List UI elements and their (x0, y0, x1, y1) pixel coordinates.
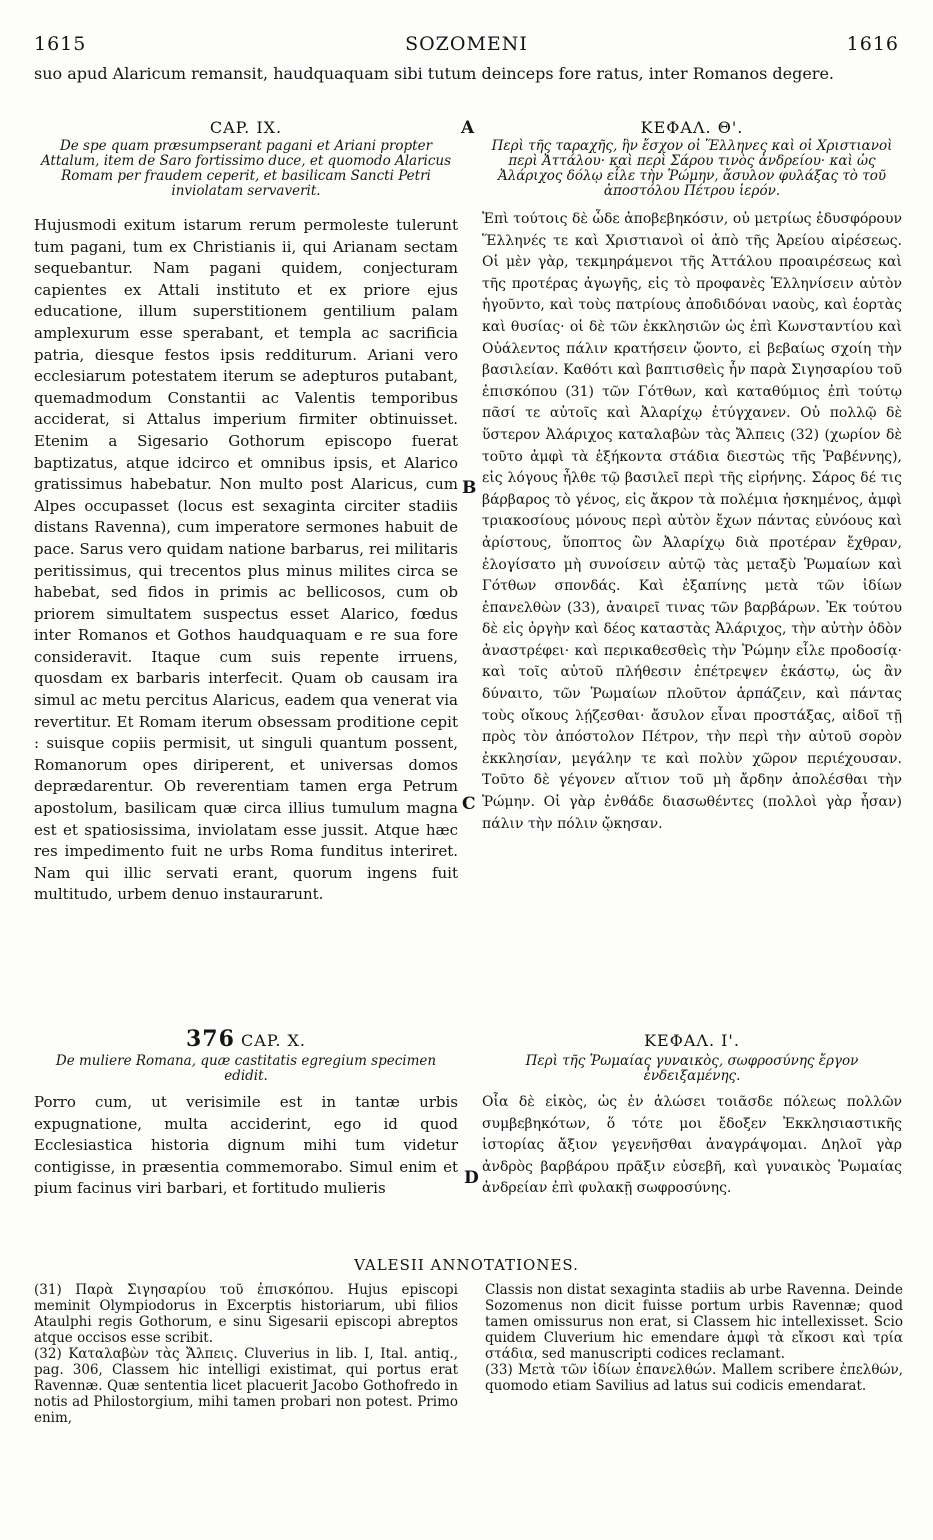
annotation-32-continued: Classis non distat sexaginta stadiis ab urbe Ravenna. Deinde Sozomenus non dicit fuisse portum urbis Ravennæ; quod tamen omissurus non erat, si Classem hic intellexisset. Scio quidem Cluverium hic emendare ἀμφὶ τὰ εἴκοσι καὶ τρία στάδια, sed manuscripti codices reclamant. (485, 1282, 903, 1362)
chapter-10-greek-summary: Περὶ τῆς Ῥωμαίας γυναικὸς, σωφροσύνης ἔργον ἐνδειξαμένης. (525, 1053, 859, 1084)
page-number-right: 1616 (846, 33, 899, 55)
chapter-10-greek-text: Οἷα δὲ εἰκὸς, ὡς ἐν ἁλώσει τοιᾶσδε πόλεως πολλῶν συμβεβηκότων, ὅ τότε μοι ἔδοξεν Ἐκκλησιαστικῆς ἱστορίας ἄξιον γεγενῆσθαι ἀναγράψομαι. Δηλοῖ γὰρ ἀνδρὸς βαρβάρου πρᾶξιν εὐσεβῆ, καὶ γυναικὸς Ῥωμαίας ἀνδρείαν ἐπὶ φυλακῇ σωφροσύνης. (482, 1094, 902, 1197)
chapter-10-latin-title: CAP. X. (241, 1031, 306, 1050)
chapter-9-latin-text: Hujusmodi exitum istarum rerum permoleste tulerunt tum pagani, tum ex Christianis ii, qui Arianam sectam sequebantur. Nam pagani quidem, conjecturam capientes ex Attali instituto et ex priore ejus educatione, illum superstitionem gentilium palam amplexurum esse sperabant, et templa ac sacrificia patria, diesque festos ipsis redditurum. Ariani vero ecclesiarum potestatem iterum se adepturos putabant, quemadmodum Constantii ac Valentis temporibus acciderat, si Attalus imperium firmiter obtinuisset. Etenim a Sigesario Gothorum episcopo fuerat baptizatus, atque idcirco et omnibus ipsis, et Alarico gratissimus habebatur. Non multo post Alaricus, cum Alpes occupasset (locus est sexaginta circiter stadiis distans Ravenna), cum imperatore sermones habuit de pace. Sarus vero quidam natione barbarus, rei militaris peritissimus, qui trecentos plus minus milites circa se habebat, sed fidos in primis ac bellicosos, cum ob priorem simultatem suspectus esset Alarico, fœdus inter Romanos et Gothos haudquaquam e re sua fore consideravit. Itaque cum suis repente irruens, quosdam ex barbaris interfecit. Quam ob causam ira simul ac metu percitus Alaricus, eadem qua venerat via revertitur. Et Romam iterum obsessam proditione cepit : suisque copiis permisit, ut singuli quantum possent, Romanorum opes diriperent, et universas domos deprædarentur. Ob reverentiam tamen erga Petrum apostolum, basilicam quæ circa illius tumulum magna est et spatiosissima, inviolatam esse jussit. Atque hæc res impedimento fuit ne urbs Roma funditus interiret. Nam qui illic servati erant, quorum ingens fuit multitudo, urbem denuo instaurarunt. (34, 216, 458, 904)
margin-marker-c: C (462, 794, 476, 814)
carry-over-text: suo apud Alaricum remansit, haudquaquam sibi tutum deinceps fore ratus, inter Romanos degere. (34, 64, 834, 83)
chapter-10-greek (482, 1031, 902, 1200)
margin-marker-a: A (461, 118, 475, 138)
page-number-left: 1615 (34, 33, 87, 55)
running-title: SOZOMENI (405, 33, 528, 55)
chapter-10-latin-heading (34, 1026, 458, 1052)
margin-marker-d: D (464, 1168, 479, 1188)
chapter-10-latin-text: Porro cum, ut verisimile est in tantæ urbis expugnatione, multa acciderint, ego id quod Ecclesiastica historia dignum mihi tum videtur contigisse, in præsentia commemorabo. Simul enim et pium facinus viri barbari, et fortitudo mulieris (34, 1093, 458, 1198)
annotation-33: (33) Μετὰ τῶν ἰδίων ἐπανελθών. Mallem scribere ἐπελθών, quomodo etiam Savilius ad latus sui codicis emendarat. (485, 1362, 903, 1394)
annotations-left-column (34, 1282, 458, 1426)
chapter-10-latin (34, 1026, 458, 1200)
margin-marker-b: B (462, 478, 477, 498)
running-header (34, 33, 899, 57)
annotation-32: (32) Καταλαβὼν τὰς Ἄλπεις. Cluverius in lib. I, Ital. antiq., pag. 306, Classem hic intelligi existimat, qui portus erat Ravennæ. Quæ sententia licet placuerit Jacobo Gothofredo in notis ad Philostorgium, mihi tamen probari non potest. Primo enim, (34, 1346, 458, 1426)
chapter-9-latin-title: CAP. IX. (209, 118, 283, 137)
annotations-right-column (485, 1282, 903, 1394)
chapter-10-latin-summary: De muliere Romana, quæ castitatis egregium specimen edidit. (55, 1053, 437, 1084)
chapter-9-greek (482, 118, 902, 835)
chapter-9-greek-text: Ἐπὶ τούτοις δὲ ὧδε ἀποβεβηκόσιν, οὐ μετρίως ἐδυσφόρουν Ἕλληνές τε καὶ Χριστιανοὶ οἱ ἀπὸ τῆς Ἀρείου αἱρέσεως. Οἱ μὲν γὰρ, τεκμηράμενοι τῆς Ἀττάλου προαιρέσεως καὶ τῆς προτέρας ἀγωγῆς, εἰς τὸ προφανὲς Ἑλληνίσειν αὐτὸν ἡγοῦντο, καὶ τοὺς πατρίους ἀποδιδόναι ναοὺς, καὶ ἑορτὰς καὶ θυσίας· οἱ δὲ τῶν ἐκκλησιῶν ὡς ἐπὶ Κωνσταντίου καὶ Οὐάλεντος πάλιν κρατήσειν ᾤοντο, εἰ βεβαίως σχοίη τὴν βασιλείαν. Καθότι καὶ βαπτισθεὶς ἦν παρὰ Σιγησαρίου τοῦ ἐπισκόπου (31) τῶν Γότθων, καὶ καταθύμιος ἐπὶ τούτῳ πᾶσί τε αὐτοῖς καὶ Ἀλαρίχῳ ἐτύγχανεν. Οὐ πολλῷ δὲ ὕστερον Ἀλάριχος καταλαβὼν τὰς Ἄλπεις (32) (χωρίον δὲ τοῦτο ἀμφὶ τὰ ἑξήκοντα στάδια διεστὼς τῆς Ῥαβέννης), εἰς λόγους ἦλθε τῷ βασιλεῖ περὶ τῆς εἰρήνης. Σάρος δέ τις βάρβαρος τὸ γένος, εἰς ἄκρον τὰ πολέμια ἠσκημένος, ἀμφὶ τριακοσίους μόνους περὶ αὐτὸν ἔχων πάντας εὐνόους καὶ ἀρίστους, ὕποπτος ὢν Ἀλαρίχῳ διὰ προτέραν ἔχθραν, ἐλογίσατο μὴ συνοίσειν αὐτῷ τὰς μεταξὺ Ῥωμαίων καὶ Γότθων σπονδάς. Καὶ ἐξαπίνης μετὰ τῶν ἰδίων ἐπανελθὼν (33), ἀναιρεῖ τινας τῶν βαρβάρων. Ἐκ τούτου δὲ εἰς ὀργὴν καὶ δέος καταστὰς Ἀλάριχος, τὴν αὐτὴν ὁδὸν ἀναστρέφει· καὶ περικαθεσθεὶς τὴν Ῥώμην εἷλε προδοσίᾳ· καὶ τοῖς αὐτοῦ πλήθεσιν ἐπέτρεψεν ἑκάστῳ, ὡς ἂν δύναιτο, τῶν Ῥωμαίων πλοῦτον ἁρπάζειν, καὶ πάντας τοὺς οἴκους λῄζεσθαι· ἄσυλον εἶναι προστάξας, αἰδοῖ τῇ πρὸς τὸν ἀπόστολον Πέτρον, τὴν περὶ τὴν αὐτοῦ σορὸν ἐκκλησίαν, μεγάλην τε καὶ πολὺν χῶρον περιέχουσαν. Τοῦτο δὲ γέγονεν αἴτιον τοῦ μὴ ἄρδην ἀπολέσθαι τὴν Ῥώμην. Οἱ γὰρ ἐνθάδε διασωθέντες (πολλοὶ γὰρ ἦσαν) πάλιν τὴν πόλιν ᾤκησαν. (482, 211, 902, 832)
annotations-title: VALESII ANNOTATIONES. (354, 1256, 579, 1274)
chapter-9-latin (34, 118, 458, 906)
chapter-9-greek-title: ΚΕΦΑΛ. Θ'. (640, 118, 744, 137)
chapter-10-greek-title: ΚΕΦΑΛ. Ι'. (644, 1031, 740, 1050)
annotation-31: (31) Παρὰ Σιγησαρίου τοῦ ἐπισκόπου. Hujus episcopi meminit Olympiodorus in Excerptis historiarum, ubi filios Ataulphi regis Gothorum, e sinu Sigesarii episcopi abreptos atque occisos esse scribit. (34, 1282, 458, 1346)
chapter-9-greek-summary: Περὶ τῆς ταραχῆς, ἣν ἔσχον οἱ Ἕλληνες καὶ οἱ Χριστιανοὶ περὶ Ἀττάλου· καὶ περὶ Σάρου τινὸς ἀνδρείου· καὶ ὡς Ἀλάριχος δόλῳ εἷλε τὴν Ῥώμην, ἄσυλον φυλάξας τὸ τοῦ ἀποστόλου Πέτρου ἱερόν. (491, 138, 893, 199)
chapter-9-latin-summary: De spe quam præsumpserant pagani et Ariani propter Attalum, item de Saro fortissimo duce, et quomodo Alaricus Romam per fraudem ceperit, et basilicam Sancti Petri inviolatam servaverit. (40, 138, 452, 199)
column-number: 376 (186, 1026, 235, 1052)
